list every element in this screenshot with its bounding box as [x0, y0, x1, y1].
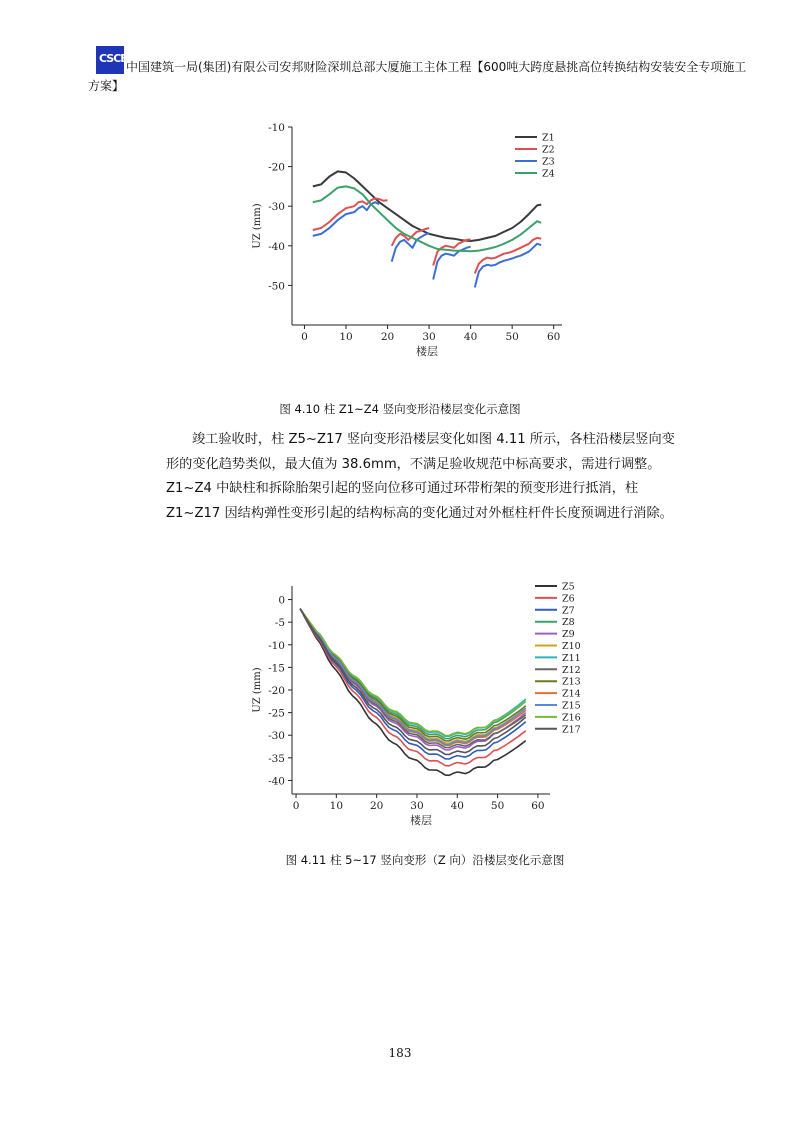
series-line-z4	[313, 186, 541, 251]
legend-label: Z6	[562, 593, 575, 605]
x-tick-label: 20	[369, 800, 384, 812]
legend-label: Z13	[562, 676, 581, 688]
legend-label: Z17	[562, 724, 581, 736]
series-line-z6	[300, 609, 526, 766]
chart-z5-z17	[240, 578, 610, 828]
series-line-z16	[300, 609, 526, 736]
y-axis-label: UZ (mm)	[252, 203, 263, 249]
x-axis-label: 楼层	[416, 345, 438, 358]
x-tick-label: 10	[329, 800, 344, 812]
legend-label: Z16	[562, 712, 581, 724]
x-tick-label: 10	[339, 331, 353, 343]
figure1-caption: 图 4.10 柱 Z1~Z4 竖向变形沿楼层变化示意图	[279, 402, 521, 416]
y-tick-label: -30	[268, 201, 285, 214]
figure2-caption: 图 4.11 柱 5~17 竖向变形（Z 向）沿楼层变化示意图	[285, 853, 565, 867]
x-tick-label: 20	[380, 331, 395, 343]
body-paragraph: 竣工验收时，柱 Z5~Z17 竖向变形沿楼层变化如图 4.11 所示，各柱沿楼层竖向变形的变化趋势类似，最大值为 38.6mm，不满足验收规范中标高要求，需进行调整。Z1~Z4 中缺柱和拆除胎架引起的竖向位移可通过环带桁架的预变形进行抵消，柱 Z1~Z17 因结构弹性变形引起的结构标高的变化通过对外框柱杆件长度预调进行消除。	[166, 432, 675, 521]
y-tick-label: -35	[268, 752, 285, 765]
legend-label: Z1	[542, 132, 555, 144]
page-header	[88, 44, 786, 94]
legend-label: Z2	[542, 144, 555, 156]
legend-label: Z8	[562, 617, 575, 629]
y-tick-label: -40	[268, 775, 285, 788]
legend-label: Z5	[562, 581, 575, 593]
x-tick-label: 50	[505, 331, 519, 343]
x-tick-label: 40	[450, 800, 464, 812]
y-tick-label: -20	[268, 161, 285, 174]
x-tick-label: 60	[547, 331, 561, 343]
x-tick-label: 60	[531, 800, 545, 812]
legend-label: Z12	[562, 664, 581, 676]
legend-label: Z10	[562, 641, 581, 652]
legend-label: Z14	[562, 688, 581, 700]
y-tick-label: -20	[268, 685, 285, 697]
y-tick-label: 0	[278, 594, 285, 607]
y-tick-label: -25	[268, 707, 285, 720]
chart-z1-z4	[230, 115, 570, 375]
x-tick-label: 0	[301, 331, 308, 343]
series-line-z8	[300, 609, 526, 739]
series-line-z2	[313, 198, 541, 273]
y-tick-label: -50	[268, 280, 285, 293]
legend-label: Z9	[562, 629, 575, 641]
y-tick-label: -15	[268, 662, 285, 675]
series-line-z1	[313, 171, 541, 241]
x-tick-label: 40	[463, 331, 478, 343]
x-tick-label: 50	[490, 800, 505, 812]
x-tick-label: 30	[410, 800, 424, 812]
company-logo: CSCEC	[96, 46, 124, 74]
y-tick-label: -10	[268, 639, 285, 652]
y-tick-label: -10	[268, 122, 285, 134]
legend-label: Z11	[562, 652, 581, 664]
y-axis-label: UZ (mm)	[252, 667, 263, 713]
series-line-z11	[300, 609, 526, 737]
page-number: 183	[388, 1046, 412, 1060]
legend-label: Z4	[542, 168, 555, 180]
header-title-continued: 方案】	[88, 79, 125, 93]
header-title: 中国建筑一局(集团)有限公司安邦财险深圳总部大厦施工主体工程【600吨大跨度悬挑高位转换结构安装安全专项施工	[126, 60, 747, 74]
legend-label: Z15	[562, 700, 581, 712]
x-tick-label: 0	[292, 800, 300, 812]
legend-label: Z3	[542, 156, 555, 168]
x-axis-label: 楼层	[410, 814, 432, 827]
legend-label: Z7	[562, 605, 575, 617]
y-tick-label: -5	[274, 617, 285, 630]
x-tick-label: 30	[422, 331, 436, 343]
y-tick-label: -40	[268, 240, 285, 253]
y-tick-label: -30	[268, 730, 285, 743]
